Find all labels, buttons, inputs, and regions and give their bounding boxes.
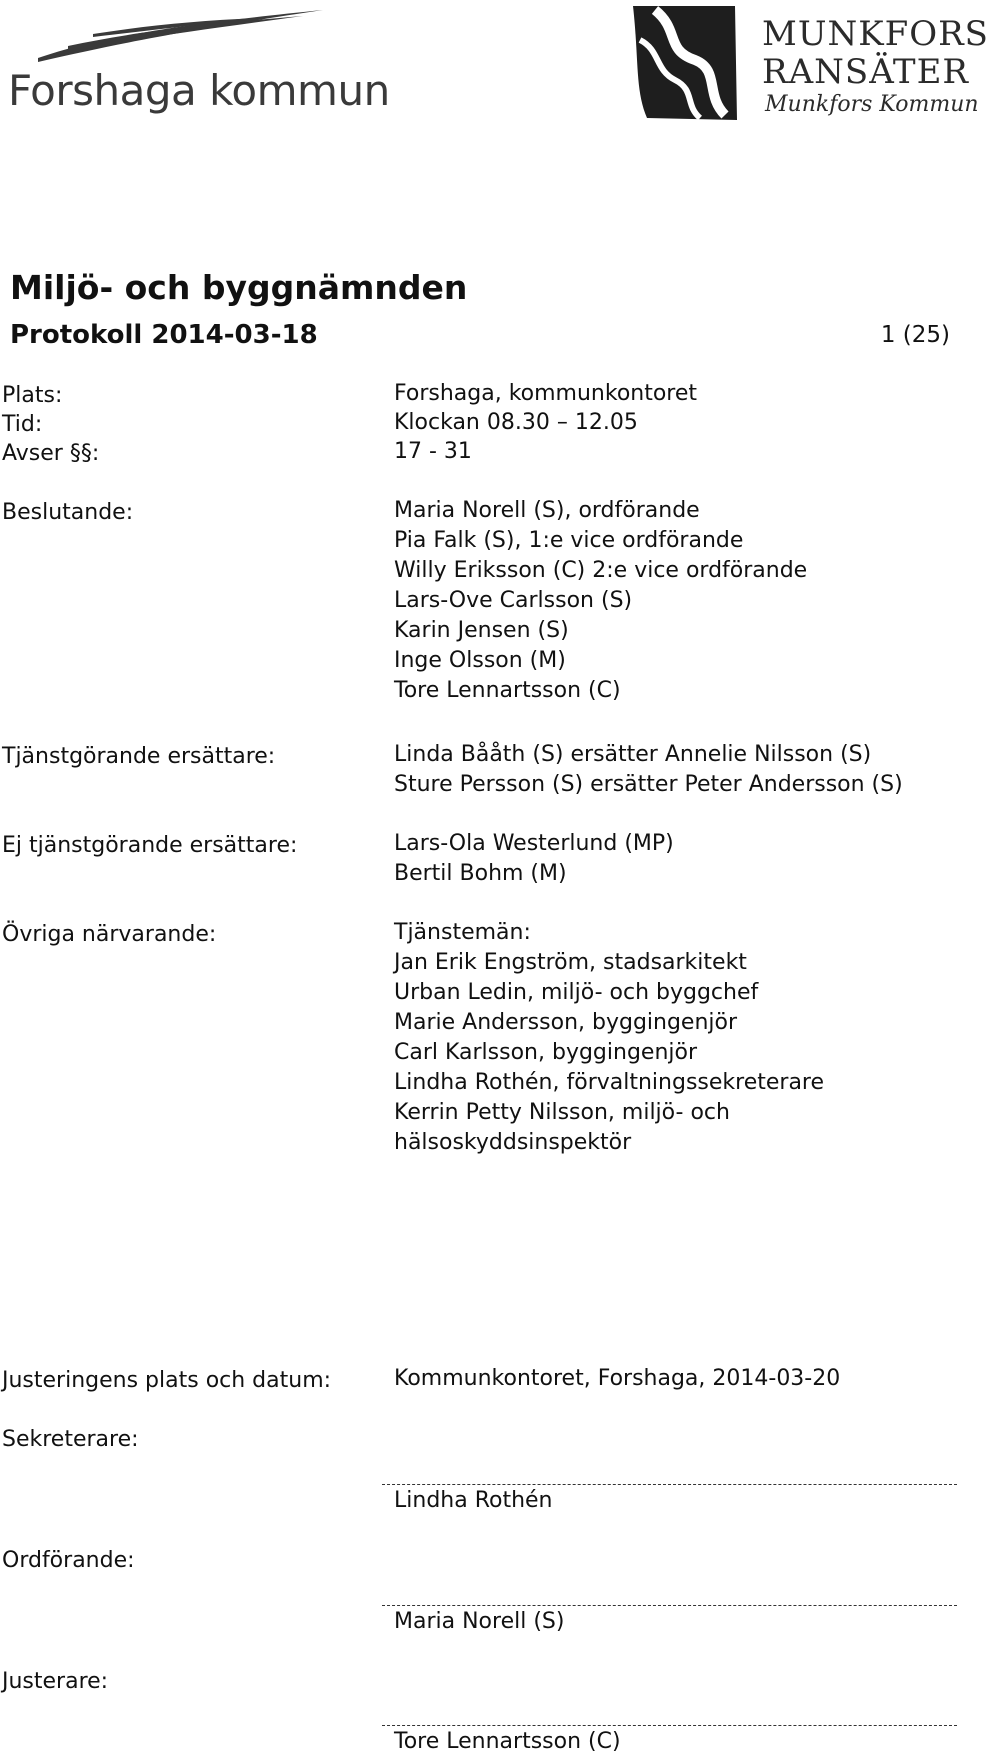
list-item: Inge Olsson (M) <box>394 648 566 673</box>
list-item: Maria Norell (S), ordförande <box>394 498 700 523</box>
list-item: Lars-Ove Carlsson (S) <box>394 588 633 613</box>
forshaga-logo <box>8 6 390 116</box>
list-item: Lars-Ola Westerlund (MP) <box>394 831 674 856</box>
substitutes-serving-label: Tjänstgörande ersättare: <box>2 744 276 769</box>
forshaga-logo-text: Forshaga kommun <box>8 66 390 115</box>
chair-name: Maria Norell (S) <box>394 1609 565 1634</box>
list-item: Kerrin Petty Nilsson, miljö- och <box>394 1100 730 1125</box>
protocol-date: Protokoll 2014-03-18 <box>10 320 318 350</box>
adjuster-signature-line <box>382 1725 957 1726</box>
munkfors-logo-line2: RANSÄTER <box>762 52 969 92</box>
substitutes-not-serving-list <box>394 829 674 889</box>
list-item: Karin Jensen (S) <box>394 618 569 643</box>
page-number: 1 (25) <box>880 322 950 348</box>
adjustment-label: Justeringens plats och datum: <box>2 1368 332 1393</box>
others-list <box>394 918 824 1158</box>
place-value: Forshaga, kommunkontoret <box>394 381 698 406</box>
munkfors-logo-subtitle: Munkfors Kommun <box>765 92 979 117</box>
time-label: Tid: <box>2 412 43 437</box>
document-title: Miljö- och byggnämnden <box>10 268 468 307</box>
secretary-name: Lindha Rothén <box>394 1488 553 1513</box>
munkfors-logo <box>625 0 989 130</box>
list-item: Linda Bååth (S) ersätter Annelie Nilsson (S) <box>394 742 872 767</box>
secretary-signature-line <box>382 1484 957 1485</box>
substitutes-not-serving-label: Ej tjänstgörande ersättare: <box>2 833 298 858</box>
list-item: Urban Ledin, miljö- och byggchef <box>394 980 759 1005</box>
list-item: Bertil Bohm (M) <box>394 861 567 886</box>
chair-signature-line <box>382 1605 957 1606</box>
sections-label: Avser §§: <box>2 441 100 466</box>
deciding-list <box>394 496 807 706</box>
list-item: Carl Karlsson, byggingenjör <box>394 1040 698 1065</box>
list-item: Lindha Rothén, förvaltningssekreterare <box>394 1070 825 1095</box>
forshaga-swoosh-icon <box>33 6 333 66</box>
list-item: Tore Lennartsson (C) <box>394 678 621 703</box>
list-item: Sture Persson (S) ersätter Peter Andersson (S) <box>394 772 903 797</box>
time-value: Klockan 08.30 – 12.05 <box>394 410 638 435</box>
adjuster-label: Justerare: <box>2 1669 109 1694</box>
list-item: Pia Falk (S), 1:e vice ordförande <box>394 528 744 553</box>
place-label: Plats: <box>2 383 63 408</box>
sections-value: 17 - 31 <box>394 439 472 464</box>
adjuster-name: Tore Lennartsson (C) <box>394 1729 621 1754</box>
list-item: Willy Eriksson (C) 2:e vice ordförande <box>394 558 808 583</box>
munkfors-logo-line1: MUNKFORS <box>762 14 989 54</box>
others-label: Övriga närvarande: <box>2 922 217 947</box>
substitutes-serving-list <box>394 740 903 800</box>
secretary-label: Sekreterare: <box>2 1427 139 1452</box>
munkfors-river-icon <box>625 0 745 125</box>
adjustment-value: Kommunkontoret, Forshaga, 2014-03-20 <box>394 1366 841 1391</box>
list-item: Jan Erik Engström, stadsarkitekt <box>394 950 747 975</box>
list-item: Marie Andersson, byggingenjör <box>394 1010 738 1035</box>
list-item: Tjänstemän: <box>394 920 531 945</box>
deciding-label: Beslutande: <box>2 500 134 525</box>
list-item: hälsoskyddsinspektör <box>394 1130 632 1155</box>
chair-label: Ordförande: <box>2 1548 135 1573</box>
